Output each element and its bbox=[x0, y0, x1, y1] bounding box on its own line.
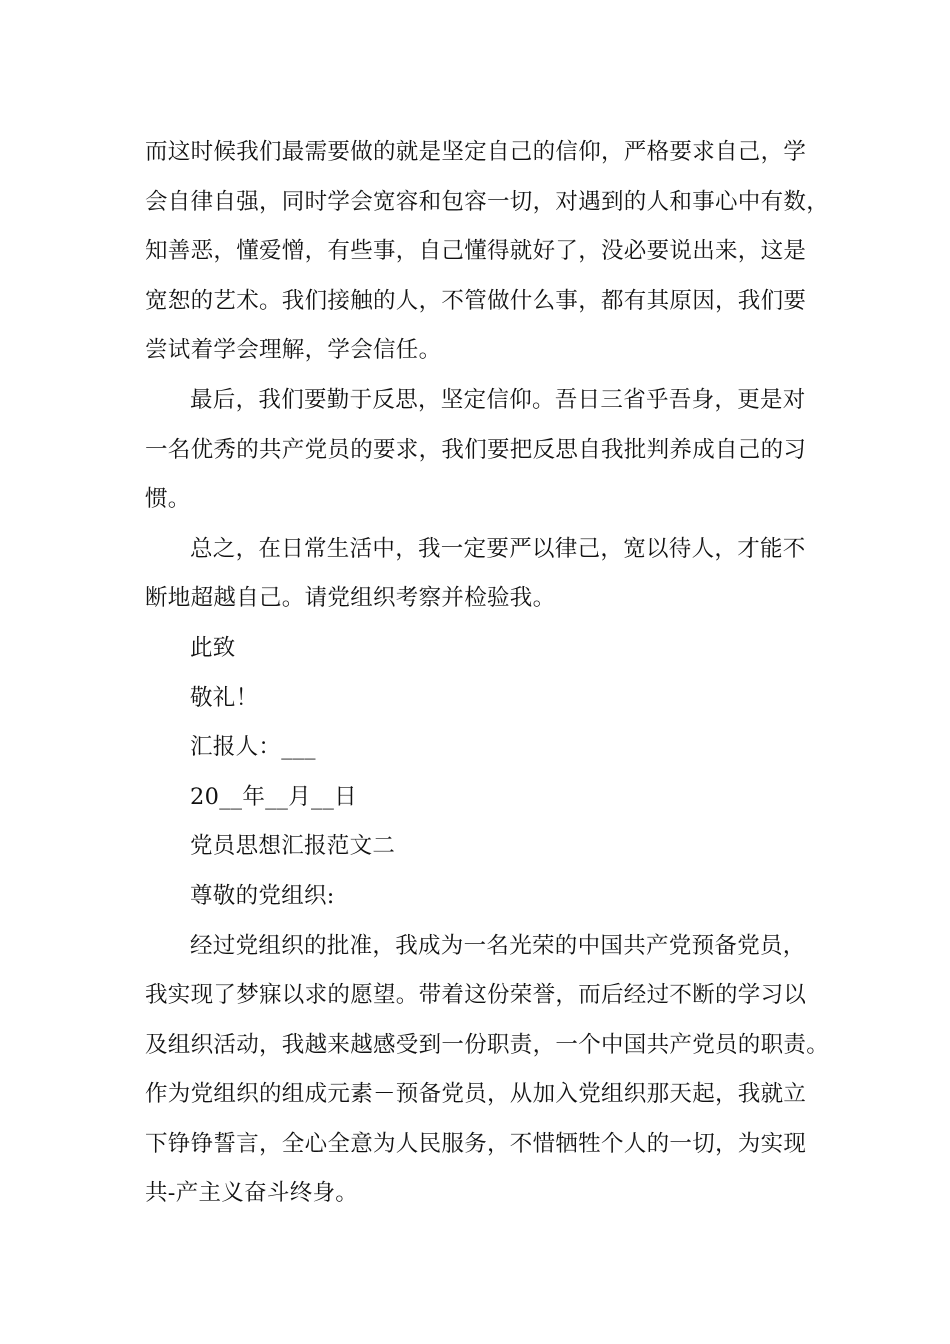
text-line: 作为党组织的组成元素－预备党员，从加入党组织那天起，我就立 bbox=[145, 1081, 807, 1108]
reporter-field: 汇报人：___ bbox=[190, 734, 316, 761]
document-body bbox=[145, 128, 835, 1219]
text-line: 下铮铮誓言，全心全意为人民服务，不惜牺牲个人的一切，为实现 bbox=[145, 1130, 807, 1157]
text-line: 一名优秀的共产党员的要求，我们要把反思自我批判养成自己的习 bbox=[145, 436, 807, 463]
text-line: 我实现了梦寐以求的愿望。带着这份荣誉，而后经过不断的学习以 bbox=[145, 982, 807, 1009]
text-line: 共-产主义奋斗终身。 bbox=[145, 1180, 359, 1207]
text-line: 宽恕的艺术。我们接触的人，不管做什么事，都有其原因，我们要 bbox=[145, 287, 807, 314]
text-line: 会自律自强，同时学会宽容和包容一切，对遇到的人和事心中有数， bbox=[145, 188, 830, 215]
paragraph-first-line: 最后，我们要勤于反思，坚定信仰。吾日三省乎吾身，更是对 bbox=[190, 386, 806, 413]
text-line: 断地超越自己。请党组织考察并检验我。 bbox=[145, 585, 556, 612]
text-line: 而这时候我们最需要做的就是坚定自己的信仰，严格要求自己，学 bbox=[145, 139, 807, 165]
closing-regards: 敬礼！ bbox=[190, 684, 259, 711]
text-line: 知善恶，懂爱憎，有些事，自己懂得就好了，没必要说出来，这是 bbox=[145, 238, 807, 265]
date-field: 20__年__月__日 bbox=[190, 783, 357, 810]
text-line: 惯。 bbox=[145, 486, 191, 513]
section-title: 党员思想汇报范文二 bbox=[190, 833, 396, 860]
closing-salutation: 此致 bbox=[190, 634, 236, 661]
paragraph-first-line: 总之，在日常生活中，我一定要严以律己，宽以待人，才能不 bbox=[190, 535, 806, 562]
text-line: 及组织活动，我越来越感受到一份职责，一个中国共产党员的职责。 bbox=[145, 1031, 830, 1058]
text-line: 尝试着学会理解，学会信任。 bbox=[145, 337, 442, 364]
paragraph-first-line: 经过党组织的批准，我成为一名光荣的中国共产党预备党员， bbox=[190, 932, 806, 959]
greeting: 尊敬的党组织: bbox=[190, 882, 335, 909]
